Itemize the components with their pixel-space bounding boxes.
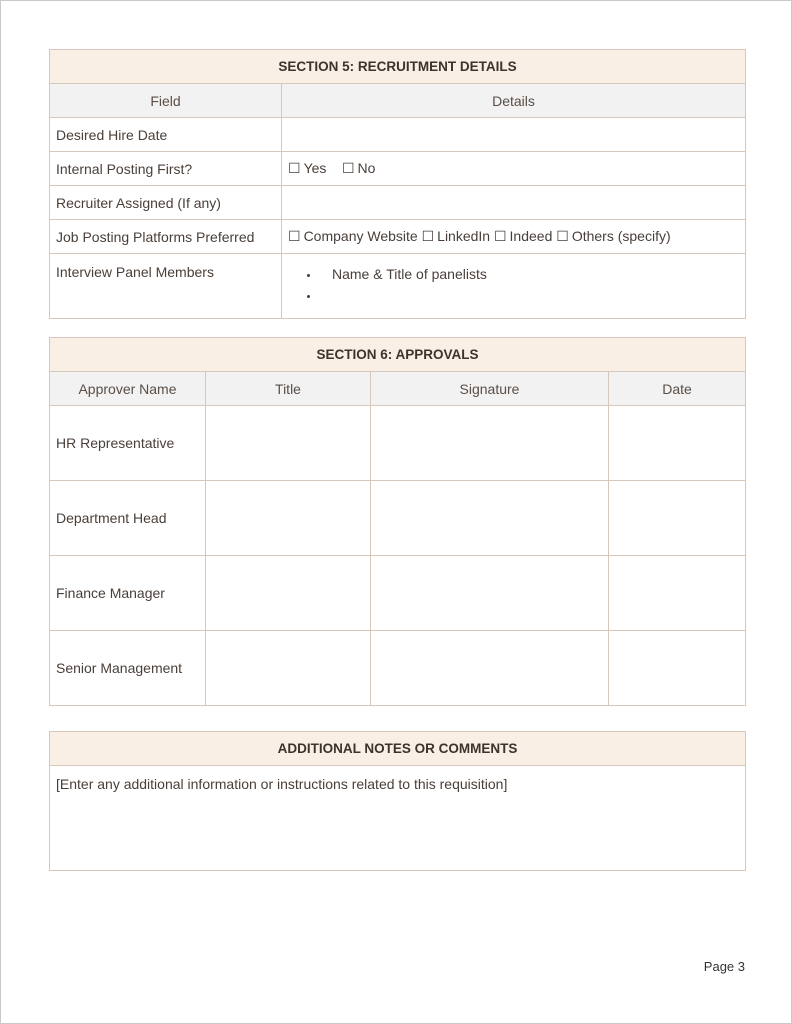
checkbox-icon: ☐ [493, 228, 507, 244]
field-label: Desired Hire Date [50, 118, 282, 152]
column-header-details: Details [282, 84, 746, 118]
date-field[interactable] [609, 631, 746, 706]
page-number: Page 3 [703, 959, 745, 974]
checkbox-linkedin[interactable]: ☐ LinkedIn [421, 228, 491, 244]
notes-table [49, 731, 746, 871]
section-6-title: SECTION 6: APPROVALS [50, 338, 746, 372]
title-field[interactable] [206, 556, 371, 631]
field-label: Recruiter Assigned (If any) [50, 186, 282, 220]
table-row [50, 481, 746, 556]
checkbox-icon: ☐ [556, 228, 569, 244]
panelist-list [288, 264, 739, 306]
signature-field[interactable] [371, 481, 609, 556]
checkbox-icon: ☐ [341, 160, 355, 176]
signature-field[interactable] [371, 631, 609, 706]
recruiter-assigned-field[interactable] [282, 186, 746, 220]
signature-field[interactable] [371, 556, 609, 631]
date-field[interactable] [609, 556, 746, 631]
checkbox-icon: ☐ [288, 228, 301, 244]
table-row [50, 556, 746, 631]
interview-panel-field[interactable] [282, 254, 746, 319]
checkbox-others[interactable]: ☐ Others (specify) [556, 228, 671, 244]
notes-title: ADDITIONAL NOTES OR COMMENTS [50, 732, 746, 766]
checkbox-company-website[interactable]: ☐ Company Website [288, 228, 418, 244]
approver-name: Finance Manager [50, 556, 206, 631]
signature-field[interactable] [371, 406, 609, 481]
table-row [50, 406, 746, 481]
column-header-signature: Signature [371, 372, 609, 406]
column-header-title: Title [206, 372, 371, 406]
column-header-approver-name: Approver Name [50, 372, 206, 406]
checkbox-yes[interactable]: ☐ Yes [288, 160, 327, 176]
date-field[interactable] [609, 406, 746, 481]
list-item [320, 285, 739, 306]
checkbox-indeed[interactable]: ☐ Indeed [493, 228, 553, 244]
field-label: Job Posting Platforms Preferred [50, 220, 282, 254]
notes-field[interactable]: [Enter any additional information or instructions related to this requisition] [50, 766, 746, 871]
approver-name: Senior Management [50, 631, 206, 706]
field-label: Internal Posting First? [50, 152, 282, 186]
table-row [50, 186, 746, 220]
internal-posting-options [282, 152, 746, 186]
field-label: Interview Panel Members [50, 254, 282, 319]
title-field[interactable] [206, 406, 371, 481]
list-item: • Name & Title of panelists [320, 264, 739, 285]
checkbox-icon: ☐ [288, 160, 301, 176]
table-row [50, 152, 746, 186]
table-row [50, 631, 746, 706]
column-header-field: Field [50, 84, 282, 118]
section-5-title: SECTION 5: RECRUITMENT DETAILS [50, 50, 746, 84]
approver-name: HR Representative [50, 406, 206, 481]
date-field[interactable] [609, 481, 746, 556]
table-row [50, 254, 746, 319]
table-row [50, 220, 746, 254]
recruitment-details-table [49, 49, 746, 319]
approvals-table [49, 337, 746, 706]
column-header-date: Date [609, 372, 746, 406]
table-row [50, 118, 746, 152]
job-posting-platform-options [282, 220, 746, 254]
checkbox-icon: ☐ [421, 228, 435, 244]
title-field[interactable] [206, 631, 371, 706]
title-field[interactable] [206, 481, 371, 556]
approver-name: Department Head [50, 481, 206, 556]
desired-hire-date-field[interactable] [282, 118, 746, 152]
checkbox-no[interactable]: ☐ No [341, 160, 376, 176]
